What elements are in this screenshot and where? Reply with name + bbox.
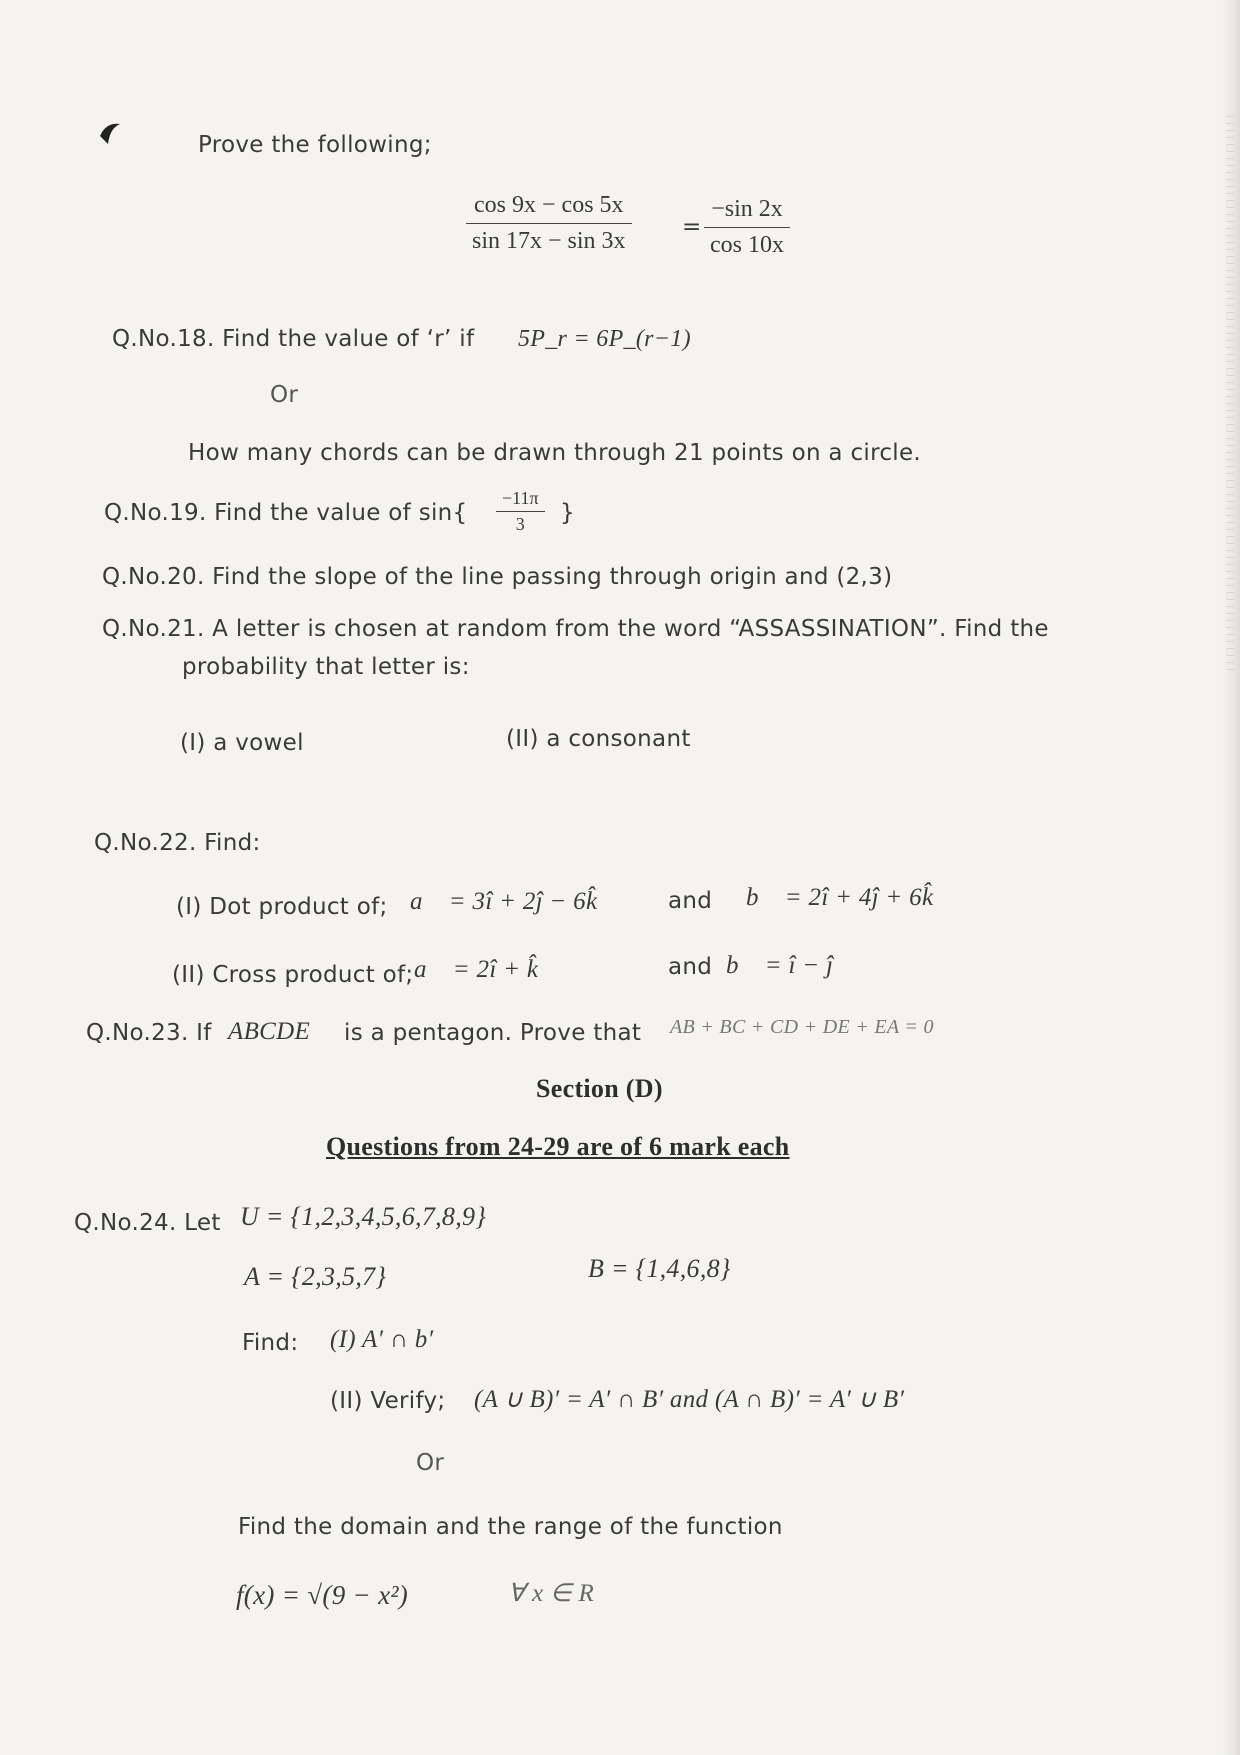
q22-part1-and: and	[668, 888, 713, 914]
q18-text: Q.No.18. Find the value of ‘r’ if	[112, 326, 475, 352]
section-subtitle: Questions from 24-29 are of 6 mark each	[326, 1132, 790, 1161]
q19-close: }	[560, 500, 575, 526]
q21-line1: Q.No.21. A letter is chosen at random from the word “ASSASSINATION”. Find the	[102, 616, 1049, 642]
q19-denominator: 3	[496, 511, 545, 535]
q24-domain-note: ∀ x ∈ R	[508, 1580, 595, 1607]
q18-or: Or	[270, 382, 299, 408]
q24-function: f(x) = √(9 − x²)	[236, 1580, 409, 1610]
q24-find-label: Find:	[242, 1330, 299, 1356]
rhs-numerator: −sin 2x	[711, 196, 783, 222]
q24-or: Or	[416, 1450, 445, 1476]
lhs-numerator: cos 9x − cos 5x	[474, 192, 624, 218]
page-edge-shadow	[1222, 0, 1240, 1755]
q23-abcde: ABCDE	[228, 1018, 311, 1045]
q24-label: Q.No.24. Let	[74, 1210, 221, 1236]
q24-find-part1: (I) A′ ∩ b′	[330, 1326, 434, 1353]
q24-verify-label: (II) Verify;	[330, 1388, 446, 1414]
q21-option-vowel: (I) a vowel	[180, 730, 304, 756]
q23-expression: AB + BC + CD + DE + EA = 0	[670, 1016, 934, 1038]
q22-part1-vector-b: b⃗ = 2î + 4ĵ + 6k̂	[746, 884, 934, 911]
prove-prompt: Prove the following;	[198, 132, 432, 158]
q21-line2: probability that letter is:	[182, 654, 470, 680]
q22-part2-and: and	[668, 954, 713, 980]
identity-lhs-fraction	[466, 192, 632, 255]
q23-mid: is a pentagon. Prove that	[344, 1020, 642, 1046]
q18-expr: 5P_r = 6P_(r−1)	[518, 326, 691, 352]
q22-part2-vector-a: a⃗ = 2î + k̂	[414, 956, 539, 983]
q19-fraction	[496, 488, 545, 535]
ink-mark-icon	[96, 118, 126, 148]
q22-part1-label: (I) Dot product of;	[176, 894, 388, 920]
q22-title: Q.No.22. Find:	[94, 830, 261, 856]
q18-alt: How many chords can be drawn through 21 points on a circle.	[188, 440, 922, 466]
q24-set-b: B = {1,4,6,8}	[588, 1254, 731, 1283]
q23-text: Q.No.23. If	[86, 1020, 212, 1046]
lhs-denominator: sin 17x − sin 3x	[466, 223, 632, 255]
q19-numerator: −11π	[502, 488, 539, 508]
q19-text: Q.No.19. Find the value of sin{	[104, 500, 468, 526]
q24-alt: Find the domain and the range of the function	[238, 1514, 783, 1540]
identity-equals: =	[682, 214, 702, 240]
q20-text: Q.No.20. Find the slope of the line passing through origin and (2,3)	[102, 564, 893, 590]
q22-part1-vector-a: a⃗ = 3î + 2ĵ − 6k̂	[410, 888, 598, 915]
q24-universal-set: U = {1,2,3,4,5,6,7,8,9}	[240, 1202, 487, 1231]
section-title: Section (D)	[536, 1074, 663, 1103]
identity-rhs-fraction	[704, 196, 790, 259]
rhs-denominator: cos 10x	[704, 227, 790, 259]
q21-option-consonant: (II) a consonant	[506, 726, 691, 752]
q22-part2-vector-b: b⃗ = î − ĵ	[726, 952, 834, 979]
q24-set-a: A = {2,3,5,7}	[244, 1262, 387, 1291]
q22-part2-label: (II) Cross product of;	[172, 962, 414, 988]
q24-verify-expression: (A ∪ B)′ = A′ ∩ B′ and (A ∩ B)′ = A′ ∪ B′	[474, 1386, 905, 1413]
